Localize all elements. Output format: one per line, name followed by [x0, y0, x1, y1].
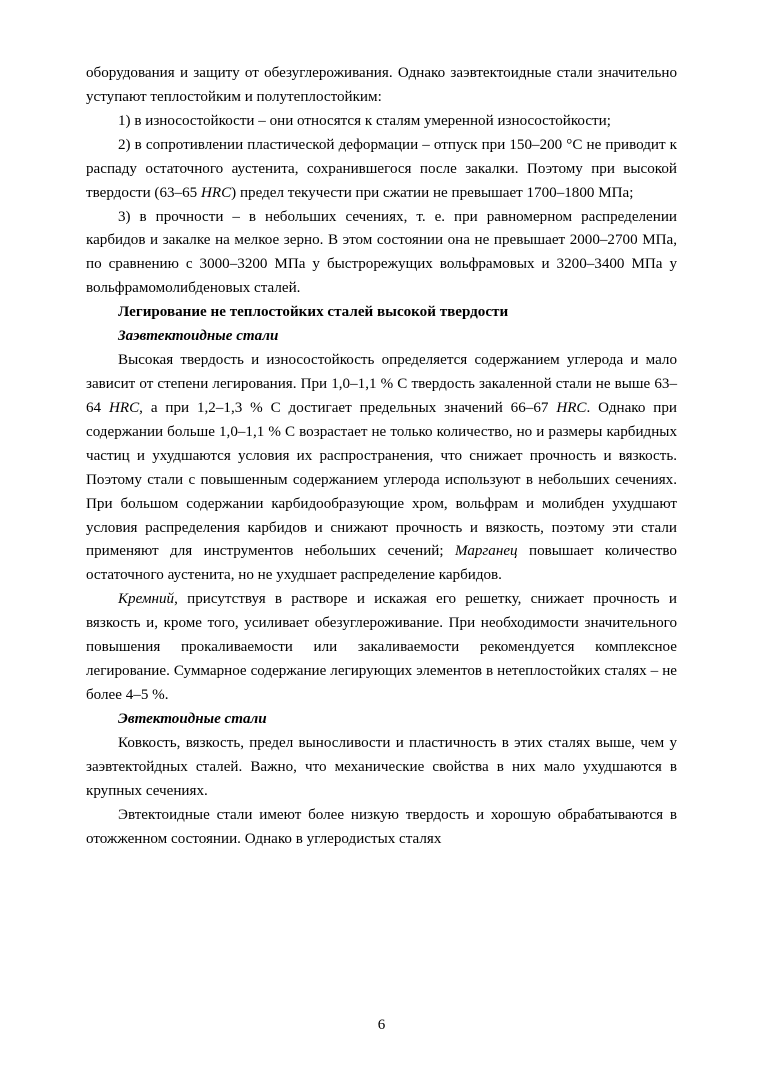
heading-eutectoid-steels: Эвтектоидные стали — [118, 710, 267, 727]
paragraph-eutectoid-hardness: Эвтектоидные стали имеют более низкую твердость и хорошую обрабатываются в отожженном состоянии. Однако в углеродистых сталях — [86, 806, 677, 847]
heading-hypereutectoid-steels: Заэвтектоидные стали — [118, 328, 279, 345]
paragraph-silicon: Кремний, присутствуя в растворе и искажая его решетку, снижает прочность и вязкость и, кроме того, усиливает обезуглероживание. При необходимости значительного повышения прокаливаемости или закаливаемости рекомендуется комплексное легирование. Суммарное содержание легирующих элементов в нетеплостойких сталях – не более 4–5 %. — [86, 591, 677, 703]
paragraph-item-2: 2) в сопротивлении пластической деформации – отпуск при 150–200 °С не приводит к распаду остаточного аустенита, сохранившегося после закалки. Поэтому при высокой твердости (63–65 HRC) предел текучести при сжатии не превышает 1700–1800 МПа; — [86, 136, 677, 201]
document-text-body — [86, 62, 677, 851]
paragraph-item-1: 1) в износостойкости – они относятся к сталям умеренной износостойкости; — [118, 112, 611, 129]
term-manganese: Марганец — [454, 543, 518, 560]
term-hrc: HRC — [556, 399, 587, 416]
heading-alloying: Легирование не теплостойких сталей высокой твердости — [118, 304, 509, 321]
paragraph-intro: оборудования и защиту от обезуглероживания. Однако заэвтектоидные стали значительно уступают теплостойким и полутеплостойким: — [86, 65, 677, 105]
term-hrc: HRC — [200, 184, 232, 201]
term-silicon: Кремний — [118, 591, 175, 608]
paragraph-item-3: 3) в прочности – в небольших сечениях, т. е. при равномерном распределении карбидов и закалке на мелкое зерно. В этом состоянии она не превышает 2000–2700 МПа, по сравнению с 3000–3200 МПа у быстрорежущих вольфрамовых и 3200–3400 МПа у вольфрамомолибденовых сталей. — [86, 208, 677, 297]
page-number: 6 — [377, 1017, 386, 1033]
paragraph-hardness: Высокая твердость и износостойкость определяется содержанием углерода и мало зависит от степени легирования. При 1,0–1,1 % С твердость закаленной стали не выше 63–64 HRC, а при 1,2–1,3 % С достигает предельных значений 66–67 HRC. Однако при содержании больше 1,0–1,1 % С возрастает не только количество, но и размеры карбидных частиц и ухудшаются условия их распространения, что снижает прочность и вязкость. Поэтому стали с повышенным содержанием углерода используют в небольших сечениях. При большом содержании карбидообразующие хром, вольфрам и молибден ухудшают условия распределения карбидов и снижают прочность и вязкость, поэтому эти стали применяют для инструментов небольших сечений; Марганец повышает количество остаточного аустенита, но не ухудшает распределение карбидов. — [86, 352, 678, 584]
term-hrc: HRC — [108, 399, 140, 416]
paragraph-eutectoid-properties: Ковкость, вязкость, предел выносливости и пластичность в этих сталях выше, чем у заэвтектойдных сталей. Важно, что механические свойства в них мало ухудшаются в крупных сечениях. — [86, 734, 677, 799]
